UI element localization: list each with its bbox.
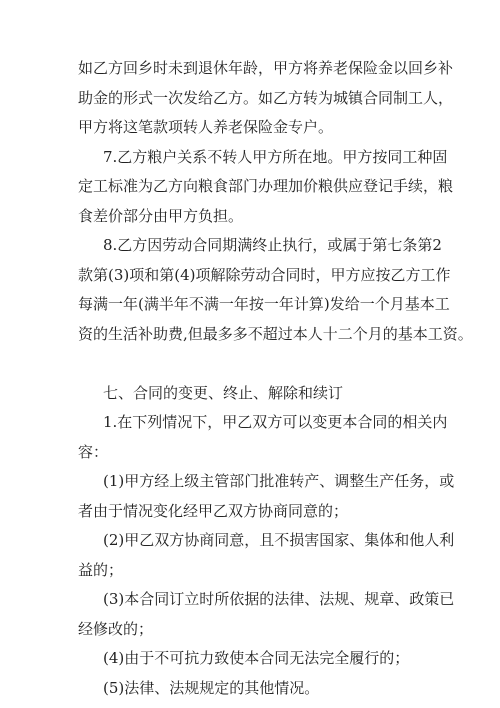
text-line-14: (1)甲方经上级主管部门批准转产、调整生产任务，或: [103, 472, 455, 490]
text-line-16: (2)甲乙双方协商同意，且不损害国家、集体和他人利: [103, 531, 455, 549]
text-line-12: 1.在下列情况下，甲乙双方可以变更本合同的相关内: [103, 413, 448, 431]
text-line-7: 8.乙方因劳动合同期满终止执行，或属于第七条第2: [103, 236, 442, 254]
text-line-2: 助金的形式一次发给乙方。如乙方转为城镇合同制工人，: [78, 89, 454, 107]
text-line-5: 定工标准为乙方向粮食部门办理加价粮供应登记手续，粮: [78, 177, 454, 195]
text-line-4: 7.乙方粮户关系不转人甲方所在地。甲方按同工种固: [103, 148, 448, 166]
text-line-1: 如乙方回乡时未到退休年龄，甲方将养老保险金以回乡补: [78, 59, 454, 77]
text-line-18: (3)本合同订立时所依据的法律、法规、规章、政策已: [103, 590, 455, 608]
text-line-13: 容：: [78, 443, 109, 461]
text-line-9: 每满一年(满半年不满一年按一年计算)发给一个月基本工: [78, 295, 450, 313]
text-line-10: 资的生活补助费,但最多多不超过本人十二个月的基本工资。: [78, 325, 473, 343]
text-line-3: 甲方将这笔款项转人养老保险金专户。: [78, 118, 334, 136]
text-line-6: 食差价部分由甲方负担。: [78, 207, 244, 225]
section-heading: 七、合同的变更、终止、解除和续订: [103, 384, 344, 402]
text-line-21: (5)法律、法规规定的其他情况。: [103, 679, 320, 697]
text-line-17: 益的；: [78, 561, 124, 579]
text-line-8: 款第(3)项和第(4)项解除劳动合同时，甲方应按乙方工作: [78, 266, 451, 284]
text-line-20: (4)由于不可抗力致使本合同无法完全履行的；: [103, 649, 410, 667]
text-line-15: 者由于情况变化经甲乙双方协商同意的；: [78, 502, 349, 520]
text-line-19: 经修改的；: [78, 620, 154, 638]
